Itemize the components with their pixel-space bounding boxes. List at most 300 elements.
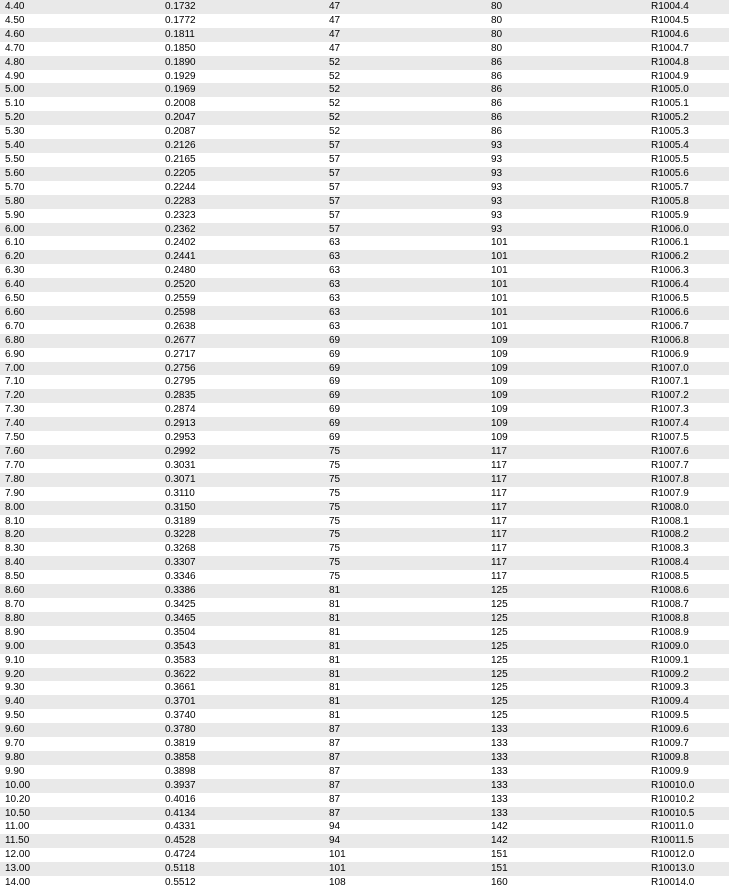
column-3-value-cell: 69 [329,432,341,444]
column-3-value-cell: 81 [329,710,341,722]
column-3-value-cell: 63 [329,265,341,277]
column-4-value-cell: 109 [491,348,508,360]
column-3-value-cell: 75 [329,515,341,527]
column-3-value-cell: 63 [329,306,341,318]
table-row [0,862,729,876]
column-3-value-cell: 75 [329,543,341,555]
table-row [0,278,729,292]
column-4-value-cell: 80 [491,1,503,12]
table-row [0,83,729,97]
part-code-cell: R1006.2 [651,251,689,263]
inch-value-cell: 0.3071 [165,473,196,485]
column-3-value-cell: 87 [329,779,341,791]
table-row [0,584,729,598]
column-4-value-cell: 125 [491,654,508,666]
inch-value-cell: 0.2756 [165,362,196,374]
mm-value-cell: 8.70 [5,598,25,610]
mm-value-cell: 7.80 [5,473,25,485]
column-3-value-cell: 87 [329,793,341,805]
column-3-value-cell: 75 [329,459,341,471]
column-4-value-cell: 133 [491,793,508,805]
column-3-value-cell: 81 [329,696,341,708]
table-row [0,542,729,556]
part-code-cell: R1006.4 [651,279,689,291]
inch-value-cell: 0.3346 [165,571,196,583]
table-row [0,779,729,793]
part-code-cell: R1005.8 [651,195,689,207]
table-row [0,28,729,42]
column-4-value-cell: 125 [491,640,508,652]
mm-value-cell: 14.00 [5,877,31,889]
part-code-cell: R1006.3 [651,265,689,277]
column-4-value-cell: 125 [491,626,508,638]
column-4-value-cell: 117 [491,543,507,555]
column-4-value-cell: 93 [491,223,503,235]
table-row [0,807,729,821]
mm-value-cell: 8.30 [5,543,25,555]
mm-value-cell: 5.80 [5,195,25,207]
column-4-value-cell: 117 [491,515,507,527]
mm-value-cell: 4.60 [5,28,25,40]
table-row [0,223,729,237]
inch-value-cell: 0.1929 [165,70,196,82]
column-4-value-cell: 117 [491,487,507,499]
table-row [0,14,729,28]
mm-value-cell: 9.50 [5,710,25,722]
inch-value-cell: 0.2559 [165,293,196,305]
table-row [0,528,729,542]
inch-value-cell: 0.1969 [165,84,196,96]
column-3-value-cell: 69 [329,334,341,346]
table-row [0,250,729,264]
column-4-value-cell: 142 [491,821,508,833]
inch-value-cell: 0.5512 [165,877,196,889]
column-3-value-cell: 69 [329,418,341,430]
part-code-cell: R1006.1 [651,237,689,249]
column-3-value-cell: 57 [329,140,341,152]
column-3-value-cell: 69 [329,376,341,388]
column-4-value-cell: 117 [491,473,507,485]
inch-value-cell: 0.2244 [165,181,196,193]
column-4-value-cell: 125 [491,682,508,694]
part-code-cell: R1007.6 [651,446,689,457]
mm-value-cell: 6.60 [5,306,25,318]
column-3-value-cell: 57 [329,195,341,207]
column-3-value-cell: 87 [329,724,341,736]
column-4-value-cell: 109 [491,376,508,388]
table-row [0,598,729,612]
table-row [0,473,729,487]
part-code-cell: R1006.6 [651,306,689,318]
table-row [0,209,729,223]
column-4-value-cell: 109 [491,390,508,402]
column-4-value-cell: 93 [491,209,503,221]
part-code-cell: R1004.6 [651,28,689,40]
column-3-value-cell: 81 [329,668,341,680]
column-3-value-cell: 87 [329,751,341,763]
table-row [0,556,729,570]
inch-value-cell: 0.2441 [165,251,196,263]
inch-value-cell: 0.4724 [165,849,196,861]
part-code-cell: R1005.4 [651,140,689,152]
table-row [0,751,729,765]
table-row [0,737,729,751]
mm-value-cell: 5.20 [5,112,25,124]
table-row [0,654,729,668]
mm-value-cell: 11.50 [5,835,30,847]
inch-value-cell: 0.2165 [165,153,196,165]
part-code-cell: R1005.5 [651,153,689,165]
table-row [0,236,729,250]
table-row [0,501,729,515]
mm-value-cell: 5.00 [5,84,25,96]
mm-value-cell: 7.70 [5,459,25,471]
table-row [0,487,729,501]
column-3-value-cell: 94 [329,835,341,847]
column-4-value-cell: 93 [491,167,503,179]
mm-value-cell: 5.60 [5,167,25,179]
inch-value-cell: 0.4528 [165,835,196,847]
inch-value-cell: 0.3543 [165,640,196,652]
column-4-value-cell: 117 [491,557,507,569]
column-3-value-cell: 69 [329,390,341,402]
table-row [0,139,729,153]
mm-value-cell: 5.10 [5,98,25,110]
table-row [0,459,729,473]
mm-value-cell: 9.00 [5,640,25,652]
column-3-value-cell: 57 [329,153,341,165]
column-4-value-cell: 117 [491,529,507,541]
inch-value-cell: 0.2008 [165,98,196,110]
column-4-value-cell: 133 [491,738,508,750]
inch-value-cell: 0.2953 [165,432,196,444]
mm-value-cell: 7.10 [5,376,25,388]
mm-value-cell: 8.40 [5,557,25,569]
column-4-value-cell: 101 [491,293,508,305]
table-row [0,264,729,278]
mm-value-cell: 9.90 [5,765,25,777]
part-code-cell: R10014.0 [651,877,695,889]
table-row [0,153,729,167]
part-code-cell: R1008.8 [651,612,689,624]
inch-value-cell: 0.3110 [165,487,195,499]
mm-value-cell: 6.70 [5,320,25,332]
mm-value-cell: 6.90 [5,348,25,360]
inch-value-cell: 0.2087 [165,126,196,138]
inch-value-cell: 0.1772 [165,14,196,26]
part-code-cell: R1008.0 [651,501,689,513]
part-code-cell: R1004.8 [651,56,689,68]
inch-value-cell: 0.3819 [165,738,196,750]
part-code-cell: R10010.5 [651,807,695,819]
mm-value-cell: 10.50 [5,807,31,819]
column-3-value-cell: 52 [329,98,341,110]
column-3-value-cell: 63 [329,279,341,291]
mm-value-cell: 7.60 [5,446,25,457]
table-row [0,612,729,626]
mm-value-cell: 9.40 [5,696,25,708]
mm-value-cell: 8.90 [5,626,25,638]
column-3-value-cell: 101 [329,849,346,861]
part-code-cell: R1008.1 [651,515,689,527]
mm-value-cell: 5.30 [5,126,25,138]
part-code-cell: R1007.8 [651,473,689,485]
table-row [0,125,729,139]
column-4-value-cell: 117 [491,501,507,513]
table-row [0,431,729,445]
column-3-value-cell: 47 [329,28,341,40]
column-3-value-cell: 57 [329,209,341,221]
column-3-value-cell: 101 [329,863,346,875]
inch-value-cell: 0.2638 [165,320,196,332]
part-code-cell: R1006.5 [651,293,689,305]
column-3-value-cell: 87 [329,807,341,819]
column-4-value-cell: 133 [491,807,508,819]
column-4-value-cell: 117 [491,446,507,457]
inch-value-cell: 0.3583 [165,654,196,666]
column-4-value-cell: 86 [491,126,503,138]
inch-value-cell: 0.3740 [165,710,196,722]
column-4-value-cell: 93 [491,153,503,165]
mm-value-cell: 7.30 [5,404,25,416]
inch-value-cell: 0.2874 [165,404,196,416]
part-code-cell: R10010.2 [651,793,695,805]
inch-value-cell: 0.2598 [165,306,196,318]
table-row [0,515,729,529]
part-code-cell: R10011.0 [651,821,694,833]
inch-value-cell: 0.3898 [165,765,196,777]
table-row [0,56,729,70]
part-code-cell: R1009.0 [651,640,689,652]
column-4-value-cell: 151 [491,849,508,861]
mm-value-cell: 4.90 [5,70,25,82]
table-row [0,820,729,834]
column-4-value-cell: 133 [491,765,508,777]
column-4-value-cell: 133 [491,724,508,736]
column-3-value-cell: 81 [329,654,341,666]
table-row [0,320,729,334]
inch-value-cell: 0.3858 [165,751,196,763]
column-3-value-cell: 47 [329,1,341,12]
column-4-value-cell: 101 [491,306,508,318]
mm-value-cell: 9.80 [5,751,25,763]
column-4-value-cell: 125 [491,696,508,708]
part-code-cell: R1008.6 [651,585,689,597]
part-code-cell: R1006.0 [651,223,689,235]
inch-value-cell: 0.3622 [165,668,196,680]
mm-value-cell: 6.40 [5,279,25,291]
column-3-value-cell: 69 [329,348,341,360]
column-4-value-cell: 80 [491,42,503,54]
part-code-cell: R1009.5 [651,710,689,722]
column-4-value-cell: 101 [491,279,508,291]
part-code-cell: R1008.9 [651,626,689,638]
column-3-value-cell: 75 [329,501,341,513]
column-3-value-cell: 81 [329,640,341,652]
column-3-value-cell: 63 [329,251,341,263]
part-code-cell: R1009.7 [651,738,689,750]
column-3-value-cell: 52 [329,70,341,82]
mm-value-cell: 6.80 [5,334,25,346]
inch-value-cell: 0.3780 [165,724,196,736]
mm-value-cell: 9.20 [5,668,25,680]
column-3-value-cell: 75 [329,473,341,485]
mm-value-cell: 7.20 [5,390,25,402]
column-3-value-cell: 75 [329,529,341,541]
part-code-cell: R1009.3 [651,682,689,694]
mm-value-cell: 9.30 [5,682,25,694]
inch-value-cell: 0.2520 [165,279,196,291]
table-row [0,70,729,84]
column-4-value-cell: 109 [491,418,508,430]
mm-value-cell: 8.60 [5,585,25,597]
column-3-value-cell: 57 [329,223,341,235]
table-row [0,348,729,362]
part-code-cell: R1007.2 [651,390,689,402]
table-row [0,834,729,848]
column-4-value-cell: 86 [491,98,503,110]
inch-value-cell: 0.2283 [165,195,196,207]
mm-value-cell: 5.70 [5,181,25,193]
column-4-value-cell: 101 [491,237,508,249]
table-row [0,765,729,779]
mm-value-cell: 6.30 [5,265,25,277]
column-4-value-cell: 125 [491,710,508,722]
part-code-cell: R1009.1 [651,654,689,666]
column-4-value-cell: 109 [491,334,508,346]
inch-value-cell: 0.3150 [165,501,196,513]
column-3-value-cell: 57 [329,167,341,179]
inch-value-cell: 0.3268 [165,543,196,555]
table-row [0,42,729,56]
inch-value-cell: 0.2047 [165,112,196,124]
column-4-value-cell: 125 [491,668,508,680]
table-row [0,292,729,306]
column-4-value-cell: 101 [491,265,508,277]
mm-value-cell: 5.50 [5,153,25,165]
inch-value-cell: 0.3465 [165,612,196,624]
table-row [0,668,729,682]
mm-value-cell: 7.90 [5,487,25,499]
column-4-value-cell: 109 [491,404,508,416]
column-3-value-cell: 52 [329,126,341,138]
mm-value-cell: 6.50 [5,293,25,305]
table-row [0,640,729,654]
column-4-value-cell: 109 [491,362,508,374]
column-4-value-cell: 86 [491,84,503,96]
mm-value-cell: 11.00 [5,821,30,833]
part-code-cell: R1004.4 [651,1,689,12]
part-code-cell: R1005.7 [651,181,689,193]
part-code-cell: R1008.5 [651,571,689,583]
inch-value-cell: 0.2677 [165,334,196,346]
inch-value-cell: 0.3228 [165,529,196,541]
inch-value-cell: 0.1850 [165,42,196,54]
column-3-value-cell: 81 [329,585,341,597]
mm-value-cell: 7.50 [5,432,25,444]
column-3-value-cell: 75 [329,446,341,457]
mm-value-cell: 8.20 [5,529,25,541]
column-4-value-cell: 80 [491,28,503,40]
table-row [0,362,729,376]
part-code-cell: R1004.9 [651,70,689,82]
mm-value-cell: 8.00 [5,501,25,513]
table-row [0,181,729,195]
column-3-value-cell: 52 [329,84,341,96]
column-3-value-cell: 69 [329,404,341,416]
column-4-value-cell: 117 [491,459,507,471]
inch-value-cell: 0.2480 [165,265,196,277]
column-4-value-cell: 93 [491,140,503,152]
part-code-cell: R1007.3 [651,404,689,416]
part-code-cell: R1005.2 [651,112,689,124]
part-code-cell: R1004.7 [651,42,689,54]
part-code-cell: R1008.4 [651,557,689,569]
mm-value-cell: 10.20 [5,793,31,805]
column-4-value-cell: 93 [491,181,503,193]
part-code-cell: R10012.0 [651,849,695,861]
column-3-value-cell: 52 [329,56,341,68]
table-row [0,876,729,890]
inch-value-cell: 0.2795 [165,376,196,388]
mm-value-cell: 9.10 [5,654,25,666]
part-code-cell: R1009.6 [651,724,689,736]
table-row [0,709,729,723]
inch-value-cell: 0.1890 [165,56,196,68]
column-4-value-cell: 101 [491,251,508,263]
mm-value-cell: 4.80 [5,56,25,68]
part-code-cell: R1007.9 [651,487,689,499]
column-3-value-cell: 47 [329,14,341,26]
mm-value-cell: 9.60 [5,724,25,736]
inch-value-cell: 0.2205 [165,167,196,179]
table-row [0,334,729,348]
part-code-cell: R1008.2 [651,529,689,541]
inch-value-cell: 0.3386 [165,585,196,597]
table-row [0,626,729,640]
inch-value-cell: 0.2913 [165,418,196,430]
column-3-value-cell: 63 [329,237,341,249]
part-code-cell: R1009.2 [651,668,689,680]
mm-value-cell: 13.00 [5,863,31,875]
column-4-value-cell: 109 [491,432,508,444]
mm-value-cell: 5.90 [5,209,25,221]
inch-value-cell: 0.1811 [165,28,195,40]
column-3-value-cell: 75 [329,487,341,499]
table-row [0,681,729,695]
part-code-cell: R10013.0 [651,863,695,875]
inch-value-cell: 0.3031 [165,459,196,471]
inch-value-cell: 0.3661 [165,682,196,694]
part-code-cell: R10010.0 [651,779,695,791]
inch-value-cell: 0.1732 [165,1,196,12]
inch-value-cell: 0.3189 [165,515,196,527]
column-4-value-cell: 151 [491,863,508,875]
column-4-value-cell: 101 [491,320,508,332]
column-3-value-cell: 63 [329,293,341,305]
mm-value-cell: 8.50 [5,571,25,583]
table-row [0,445,729,459]
inch-value-cell: 0.2362 [165,223,196,235]
part-code-cell: R1009.4 [651,696,689,708]
part-code-cell: R1009.9 [651,765,689,777]
part-code-cell: R1005.3 [651,126,689,138]
mm-value-cell: 4.50 [5,14,25,26]
column-4-value-cell: 125 [491,585,508,597]
part-code-cell: R1007.5 [651,432,689,444]
table-row [0,195,729,209]
table-row [0,417,729,431]
